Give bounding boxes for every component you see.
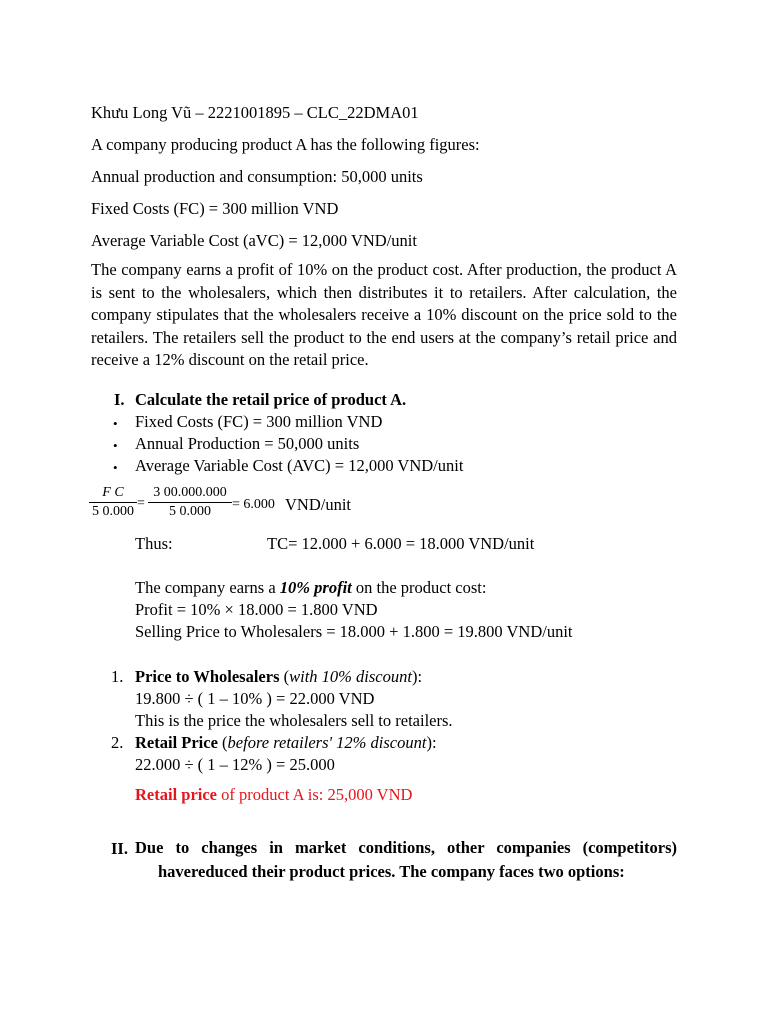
problem-paragraph: The company earns a profit of 10% on the product cost. After production, the product A is sent to the wholesalers, which then distributes it to retailers. After calculation, the company stipulates that the wholesalers receive a 10% discount on the price sold to the retailers. The retailers sell the product to the end users at the company’s retail price and receive a 12% discount on the retail price.	[91, 260, 677, 369]
bullet-icon: •	[113, 438, 118, 453]
step-heading: Price to Wholesalers (with 10% discount):	[135, 667, 423, 686]
step-calculation: 19.800 ÷ ( 1 – 10% ) = 22.000 VND	[135, 689, 375, 708]
section2-line: havereduced their product prices. The company faces two options:	[158, 862, 625, 881]
step-calculation: 22.000 ÷ ( 1 – 12% ) = 25.000	[135, 755, 335, 774]
profit-emphasis: 10% profit	[279, 578, 352, 597]
intro-line: Annual production and consumption: 50,000 units	[91, 167, 423, 186]
total-cost-line: TC= 12.000 + 6.000 = 18.000 VND/unit	[267, 534, 535, 553]
thus-label: Thus:	[135, 534, 173, 553]
bullet-item: Fixed Costs (FC) = 300 million VND	[135, 412, 383, 431]
profit-statement: The company earns a 10% profit on the product cost:	[135, 578, 487, 597]
fraction-denominator: 5 0.000	[92, 504, 134, 519]
author-header: Khưu Long Vũ – 2221001895 – CLC_22DMA01	[91, 103, 419, 122]
bullet-icon: •	[113, 416, 118, 431]
fraction-numerator: F C	[89, 484, 137, 503]
step-number: 2.	[111, 733, 124, 752]
bullet-item: Average Variable Cost (AVC) = 12,000 VND/unit	[135, 456, 464, 475]
intro-line: Average Variable Cost (aVC) = 12,000 VND/unit	[91, 231, 417, 250]
formula-result: = 6.000	[232, 497, 275, 512]
fraction-denominator: 5 0.000	[169, 504, 211, 519]
fraction-fc	[89, 484, 137, 521]
section2-number: II.	[111, 839, 128, 858]
fraction-numerator: 3 00.000.000	[148, 484, 232, 503]
fraction-values	[148, 484, 232, 521]
section1-number: I.	[114, 390, 125, 409]
step-number: 1.	[111, 667, 124, 686]
intro-line: A company producing product A has the following figures:	[91, 135, 480, 154]
step-heading: Retail Price (before retailers' 12% discount):	[135, 733, 437, 752]
section2-line: Due to changes in market conditions, other companies (competitors)	[135, 838, 677, 857]
intro-line: Fixed Costs (FC) = 300 million VND	[91, 199, 339, 218]
selling-price-line: Selling Price to Wholesalers = 18.000 + 1.800 = 19.800 VND/unit	[135, 622, 573, 641]
bullet-icon: •	[113, 460, 118, 475]
section1-title: Calculate the retail price of product A.	[135, 390, 407, 409]
bullet-item: Annual Production = 50,000 units	[135, 434, 360, 453]
equals-sign: =	[137, 496, 145, 511]
section2-heading	[135, 836, 677, 884]
formula-unit: VND/unit	[285, 495, 351, 514]
step-note: This is the price the wholesalers sell to retailers.	[135, 711, 453, 730]
retail-price-result: Retail price of product A is: 25,000 VND	[135, 785, 413, 804]
profit-line: Profit = 10% × 18.000 = 1.800 VND	[135, 600, 378, 619]
